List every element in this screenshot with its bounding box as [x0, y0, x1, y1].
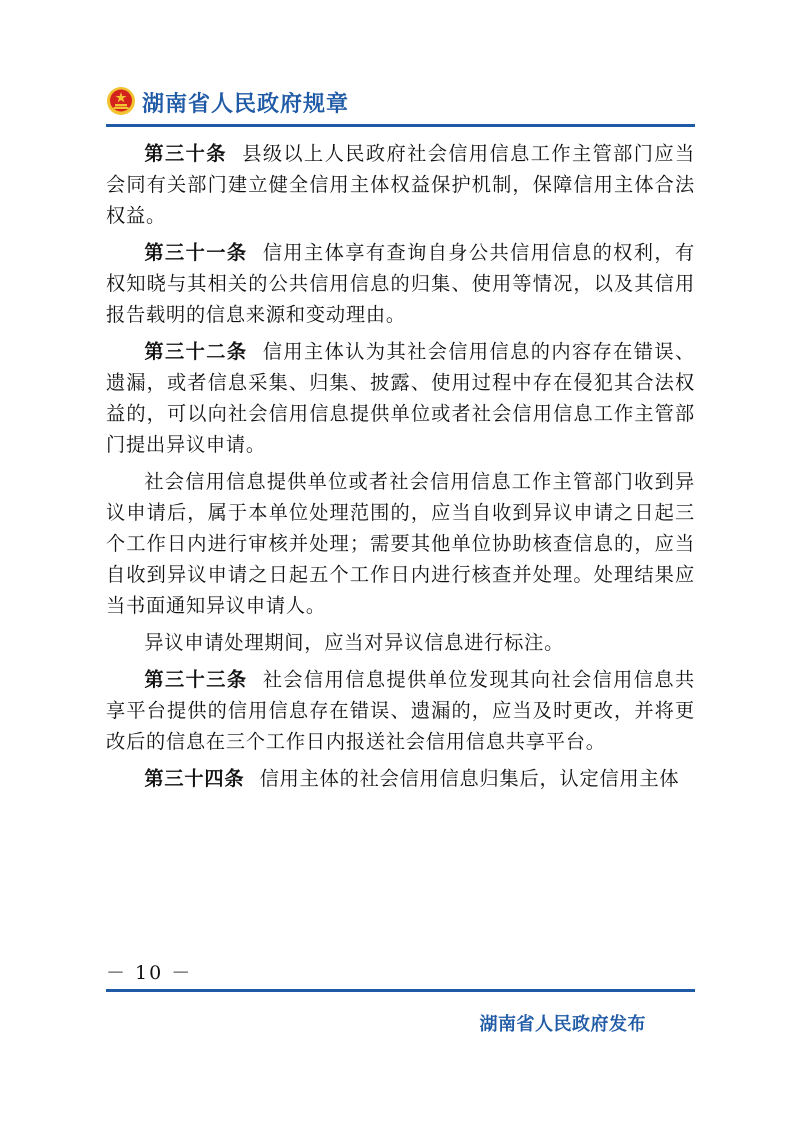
article-paragraph — [106, 336, 695, 460]
article-paragraph — [106, 237, 695, 330]
article-number: 第三十二条 — [144, 340, 248, 363]
article-number: 第三十一条 — [144, 241, 248, 264]
article-number: 第三十三条 — [144, 668, 248, 691]
article-text: 县级以上人民政府社会信用信息工作主管部门应当会同有关部门建立健全信用主体权益保护机制，保障信用主体合法权益。 — [106, 142, 695, 227]
body-paragraph — [106, 466, 695, 621]
article-text: 社会信用信息提供单位发现其向社会信用信息共享平台提供的信用信息存在错误、遗漏的，应当及时更改，并将更改后的信息在三个工作日内报送社会信用信息共享平台。 — [106, 668, 695, 753]
article-text: 信用主体的社会信用信息归集后，认定信用主体 — [259, 767, 680, 790]
footer-publisher: 湖南省人民政府发布 — [479, 1014, 646, 1035]
article-text: 信用主体享有查询自身公共信用信息的权利，有权知晓与其相关的公共信用信息的归集、使用等情况，以及其信用报告载明的信息来源和变动理由。 — [106, 241, 695, 326]
footer-divider — [106, 989, 695, 992]
body-paragraph — [106, 627, 695, 658]
page-number: － 10 － — [106, 962, 193, 984]
article-paragraph — [106, 664, 695, 757]
article-number: 第三十四条 — [144, 767, 245, 790]
article-number: 第三十条 — [144, 142, 227, 165]
document-body — [106, 138, 695, 794]
article-text: 信用主体认为其社会信用信息的内容存在错误、遗漏，或者信息采集、归集、披露、使用过程中存在侵犯其合法权益的，可以向社会信用信息提供单位或者社会信用信息工作主管部门提出异议申请。 — [106, 340, 695, 456]
header-title: 湖南省人民政府规章 — [142, 92, 350, 117]
article-paragraph — [106, 138, 695, 231]
paragraph-text: 异议申请处理期间，应当对异议信息进行标注。 — [144, 631, 565, 654]
header-divider — [106, 124, 695, 127]
page-header — [106, 78, 694, 122]
article-paragraph — [106, 763, 695, 794]
national-emblem-icon — [106, 86, 136, 116]
paragraph-text: 社会信用信息提供单位或者社会信用信息工作主管部门收到异议申请后，属于本单位处理范围的，应当自收到异议申请之日起三个工作日内进行审核并处理；需要其他单位协助核查信息的，应当自收到异议申请之日起五个工作日内进行核查并处理。处理结果应当书面通知异议申请人。 — [106, 470, 695, 617]
